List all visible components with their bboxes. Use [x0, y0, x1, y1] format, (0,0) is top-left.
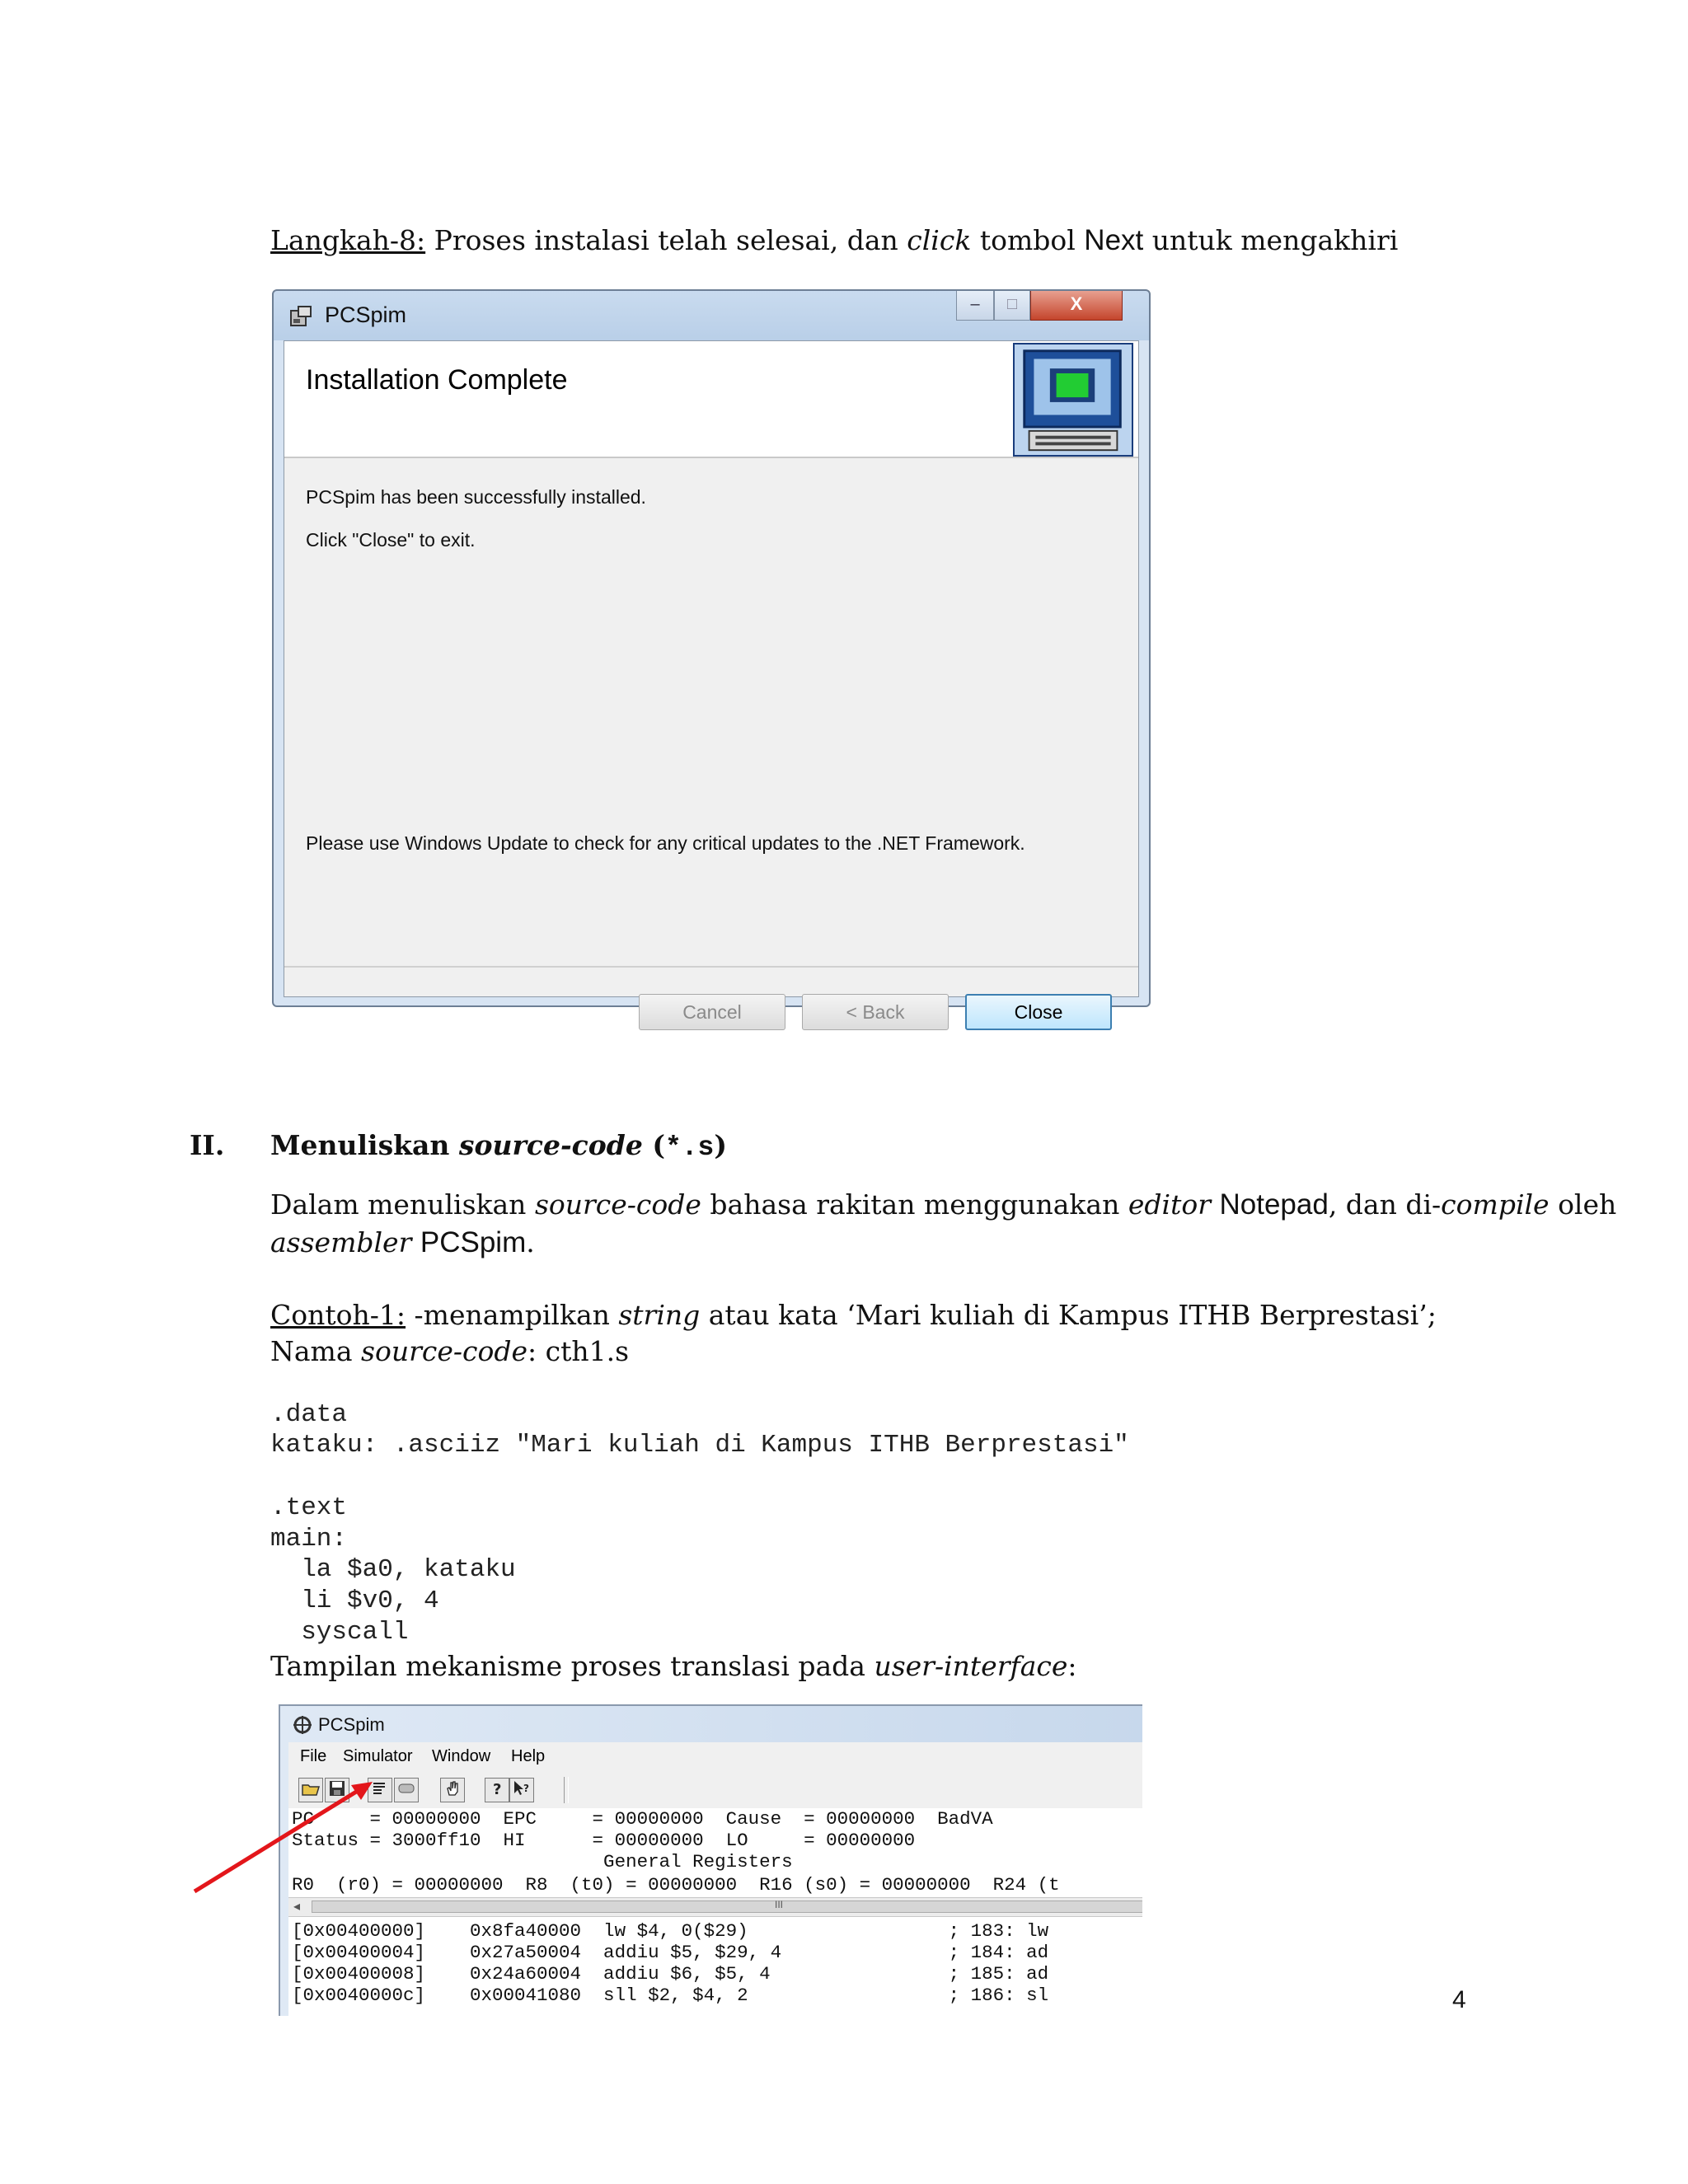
paragraph-line-1	[270, 1188, 1616, 1221]
scrollbar-thumb[interactable]	[312, 1900, 1142, 1913]
code-line: .text	[270, 1493, 348, 1522]
para-part: compile	[1441, 1188, 1550, 1221]
para-part: assembler	[270, 1226, 412, 1258]
installer-header-title: Installation Complete	[306, 364, 568, 396]
paragraph-line-2	[270, 1226, 535, 1259]
pcspim-window	[279, 1704, 1142, 2016]
para-part	[411, 1226, 420, 1258]
installer-update-text: Please use Windows Update to check for any critical updates to the .NET Framework.	[306, 832, 1025, 854]
help-icon[interactable]	[485, 1778, 509, 1802]
display-caption	[270, 1650, 1077, 1682]
code-line: li $v0, 4	[270, 1586, 439, 1615]
register-row: PC = 00000000 EPC = 00000000 Cause = 00000000 BadVA	[292, 1808, 993, 1830]
source-name-line	[270, 1335, 629, 1367]
caption-part: Tampilan mekanisme proses translasi pada	[270, 1650, 874, 1682]
section-title-part: (	[642, 1129, 665, 1161]
section-title-part: Menuliskan	[270, 1129, 459, 1161]
minimize-button[interactable]: –	[956, 291, 994, 321]
example-part: source-code	[361, 1335, 528, 1367]
para-pcspim: PCSpim	[420, 1226, 527, 1258]
para-part: source-code	[534, 1188, 701, 1221]
svg-text:?: ?	[493, 1781, 502, 1798]
register-row: R0 (r0) = 00000000 R8 (t0) = 00000000 R16 (s0) = 00000000 R24 (t	[292, 1874, 1060, 1896]
para-part: oleh	[1549, 1188, 1617, 1221]
menu-simulator[interactable]: Simulator	[343, 1747, 413, 1765]
scroll-left-icon[interactable]: ◂	[293, 1900, 301, 1914]
context-help-icon[interactable]	[509, 1778, 534, 1802]
register-row: Status = 3000ff10 HI = 00000000 LO = 00000000	[292, 1830, 916, 1851]
installer-app-icon	[288, 304, 313, 329]
maximize-button[interactable]: □	[994, 291, 1030, 321]
para-part: bahasa rakitan menggunakan	[701, 1188, 1128, 1221]
example-part: : cth1.s	[528, 1335, 630, 1367]
code-line	[270, 1461, 1129, 1493]
pcspim-register-panel	[288, 1808, 1142, 2016]
break-hand-icon[interactable]	[440, 1778, 465, 1802]
settings-icon[interactable]	[394, 1778, 419, 1802]
cancel-button[interactable]: Cancel	[639, 994, 785, 1030]
section-title	[270, 1129, 727, 1163]
pcspim-app-icon	[292, 1714, 313, 1736]
code-line: syscall	[270, 1617, 409, 1647]
back-button[interactable]: < Back	[802, 994, 949, 1030]
step8-label: Langkah-8:	[270, 224, 426, 256]
section-title-part: *.s	[664, 1132, 715, 1163]
installer-divider	[284, 966, 1138, 968]
para-part: .	[526, 1226, 535, 1258]
example-label: Contoh-1:	[270, 1299, 406, 1331]
para-part: Dalam menuliskan	[270, 1188, 535, 1221]
text-segment-row: [0x00400000] 0x8fa40000 lw $4, 0($29) ; 183: lw	[292, 1920, 1049, 1942]
example-part: Nama	[270, 1335, 362, 1367]
red-arrow-annotation	[181, 1772, 396, 1904]
step8-part: tombol	[971, 224, 1085, 256]
text-segment-row: [0x00400008] 0x24a60004 addiu $6, $5, 4 ; 185: ad	[292, 1963, 1049, 1985]
para-part: , dan di-	[1328, 1188, 1442, 1221]
code-line: kataku: .asciiz "Mari kuliah di Kampus ITHB Berprestasi"	[270, 1431, 1129, 1460]
installer-header	[284, 341, 1138, 458]
para-part	[1211, 1188, 1220, 1221]
section-title-part: )	[714, 1129, 727, 1161]
pcspim-menubar	[288, 1742, 1142, 1773]
computer-icon	[1013, 343, 1133, 457]
installer-window-title: PCSpim	[325, 302, 407, 327]
window-close-button[interactable]: X	[1030, 291, 1123, 321]
page-number: 4	[1452, 1986, 1466, 2013]
close-button[interactable]: Close	[965, 994, 1112, 1030]
toolbar-separator	[564, 1777, 569, 1803]
code-line: .data	[270, 1399, 348, 1429]
step8-text	[270, 224, 1398, 257]
code-line: main:	[270, 1524, 348, 1554]
installer-exit-text: Click "Close" to exit.	[306, 529, 476, 551]
caption-part: user-interface	[874, 1650, 1068, 1682]
step8-click-word: click	[907, 224, 972, 256]
menu-help[interactable]: Help	[511, 1747, 546, 1765]
step8-part: untuk mengakhiri	[1143, 224, 1399, 256]
code-line: la $a0, kataku	[270, 1555, 516, 1585]
example-part: -menampilkan	[406, 1299, 619, 1331]
example-line	[270, 1299, 1437, 1331]
step8-part: Proses instalasi telah selesai, dan	[425, 224, 907, 256]
register-row: General Registers	[292, 1851, 793, 1872]
scroll-grip: III	[775, 1899, 784, 1910]
step8-next-word: Next	[1084, 224, 1144, 256]
para-part: editor	[1128, 1188, 1211, 1221]
example-part: atau kata ‘Mari kuliah di Kampus ITHB Berprestasi’;	[700, 1299, 1437, 1331]
svg-text:?: ?	[523, 1783, 529, 1794]
pcspim-window-title: PCSpim	[318, 1714, 385, 1735]
section-title-part: source-code	[458, 1129, 643, 1161]
pcspim-toolbar	[288, 1772, 1142, 1809]
menu-file[interactable]: File	[300, 1747, 327, 1765]
installer-success-text: PCSpim has been successfully installed.	[306, 486, 646, 508]
section-number: II.	[190, 1129, 225, 1161]
horizontal-scrollbar[interactable]	[288, 1897, 1142, 1917]
para-notepad: Notepad	[1219, 1188, 1329, 1221]
code-block	[270, 1368, 1129, 1679]
text-segment-row: [0x00400004] 0x27a50004 addiu $5, $29, 4 ; 184: ad	[292, 1942, 1049, 1963]
menu-window[interactable]: Window	[432, 1747, 491, 1765]
installer-content	[284, 340, 1139, 1023]
caption-part: :	[1067, 1650, 1077, 1682]
text-segment-row: [0x0040000c] 0x00041080 sll $2, $4, 2 ; 186: sl	[292, 1985, 1049, 2006]
example-part: string	[618, 1299, 701, 1331]
installer-window	[272, 289, 1151, 1023]
